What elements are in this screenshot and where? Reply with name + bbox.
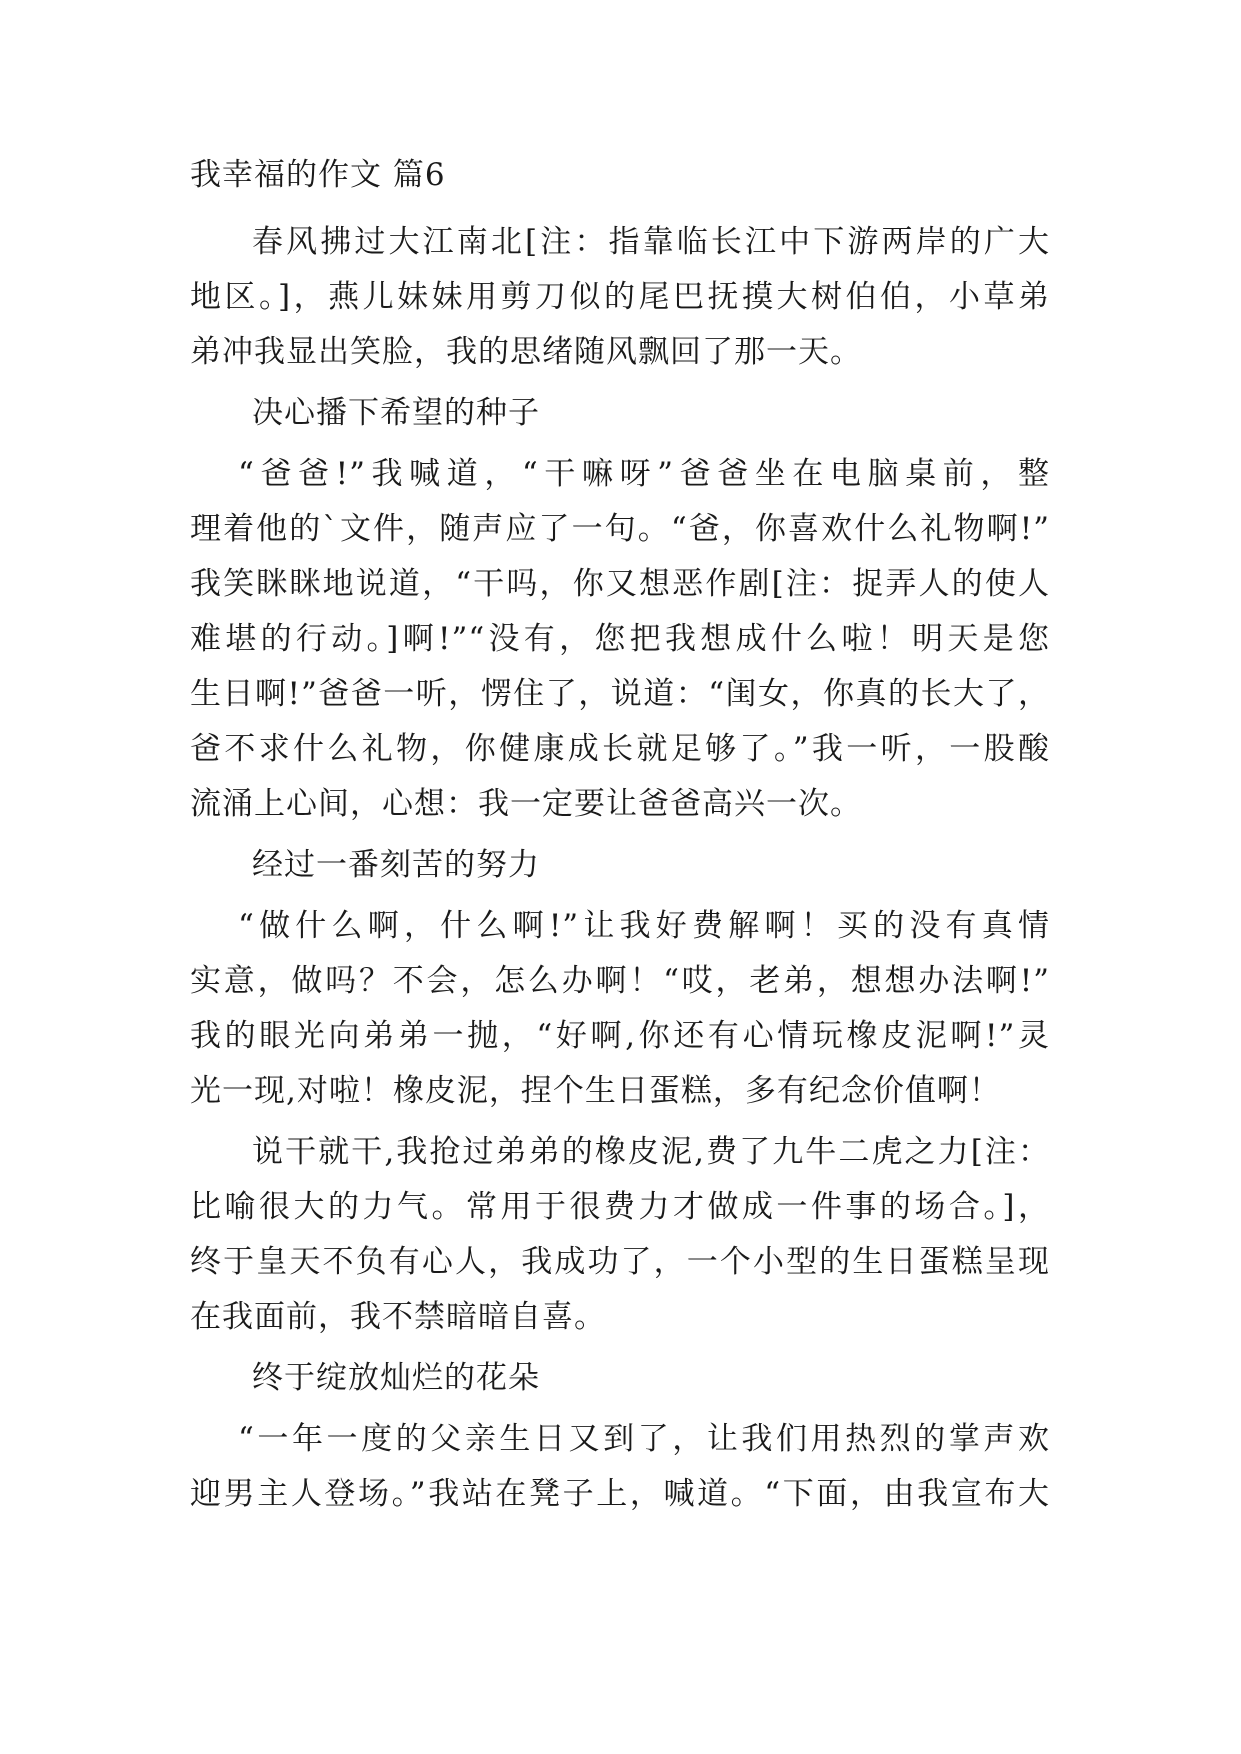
paragraph-line: 地区。]，燕儿妹妹用剪刀似的尾巴抚摸大树伯伯，小草弟 (190, 279, 1050, 315)
paragraph-line: “做什么啊，什么啊!”让我好费解啊！买的没有真情 (238, 908, 1050, 944)
paragraph-line: “一年一度的父亲生日又到了，让我们用热烈的掌声欢 (238, 1421, 1050, 1457)
paragraph-line: 生日啊!”爸爸一听，愣住了，说道：“闺女，你真的长大了， (190, 676, 1050, 712)
section-heading: 决心播下希望的种子 (252, 395, 540, 431)
paragraph-line: 我笑眯眯地说道，“干吗，你又想恶作剧[注：捉弄人的使人 (190, 566, 1050, 602)
paragraph-line: 弟冲我显出笑脸，我的思绪随风飘回了那一天。 (190, 334, 862, 370)
paragraph-line: 流涌上心间，心想：我一定要让爸爸高兴一次。 (190, 786, 862, 822)
paragraph-line: 在我面前，我不禁暗暗自喜。 (190, 1299, 606, 1335)
paragraph-line: 春风拂过大江南北[注：指靠临长江中下游两岸的广大 (252, 224, 1050, 260)
paragraph-line: 实意，做吗？不会，怎么办啊！“哎，老弟，想想办法啊!” (190, 963, 1050, 999)
paragraph-line: 我的眼光向弟弟一抛，“好啊,你还有心情玩橡皮泥啊!”灵 (190, 1018, 1050, 1054)
section-heading: 终于绽放灿烂的花朵 (252, 1360, 540, 1396)
paragraph-line: “爸爸!”我喊道，“干嘛呀”爸爸坐在电脑桌前，整 (238, 456, 1050, 492)
paragraph-line: 终于皇天不负有心人，我成功了，一个小型的生日蛋糕呈现 (190, 1244, 1050, 1280)
paragraph-line: 迎男主人登场。”我站在凳子上，喊道。“下面，由我宣布大 (190, 1476, 1050, 1512)
paragraph-line: 爸不求什么礼物，你健康成长就足够了。”我一听，一股酸 (190, 731, 1050, 767)
paragraph-line: 理着他的`文件，随声应了一句。“爸，你喜欢什么礼物啊!” (190, 511, 1050, 547)
essay-title: 我幸福的作文 篇6 (190, 157, 446, 193)
paragraph-line: 难堪的行动。]啊!”“没有，您把我想成什么啦！明天是您 (190, 621, 1050, 657)
paragraph-line: 比喻很大的力气。常用于很费力才做成一件事的场合。]， (190, 1189, 1050, 1225)
paragraph-line: 说干就干,我抢过弟弟的橡皮泥,费了九牛二虎之力[注： (252, 1134, 1050, 1170)
paragraph-line: 光一现,对啦！橡皮泥，捏个生日蛋糕，多有纪念价值啊！ (190, 1073, 1001, 1109)
section-heading: 经过一番刻苦的努力 (252, 847, 540, 883)
